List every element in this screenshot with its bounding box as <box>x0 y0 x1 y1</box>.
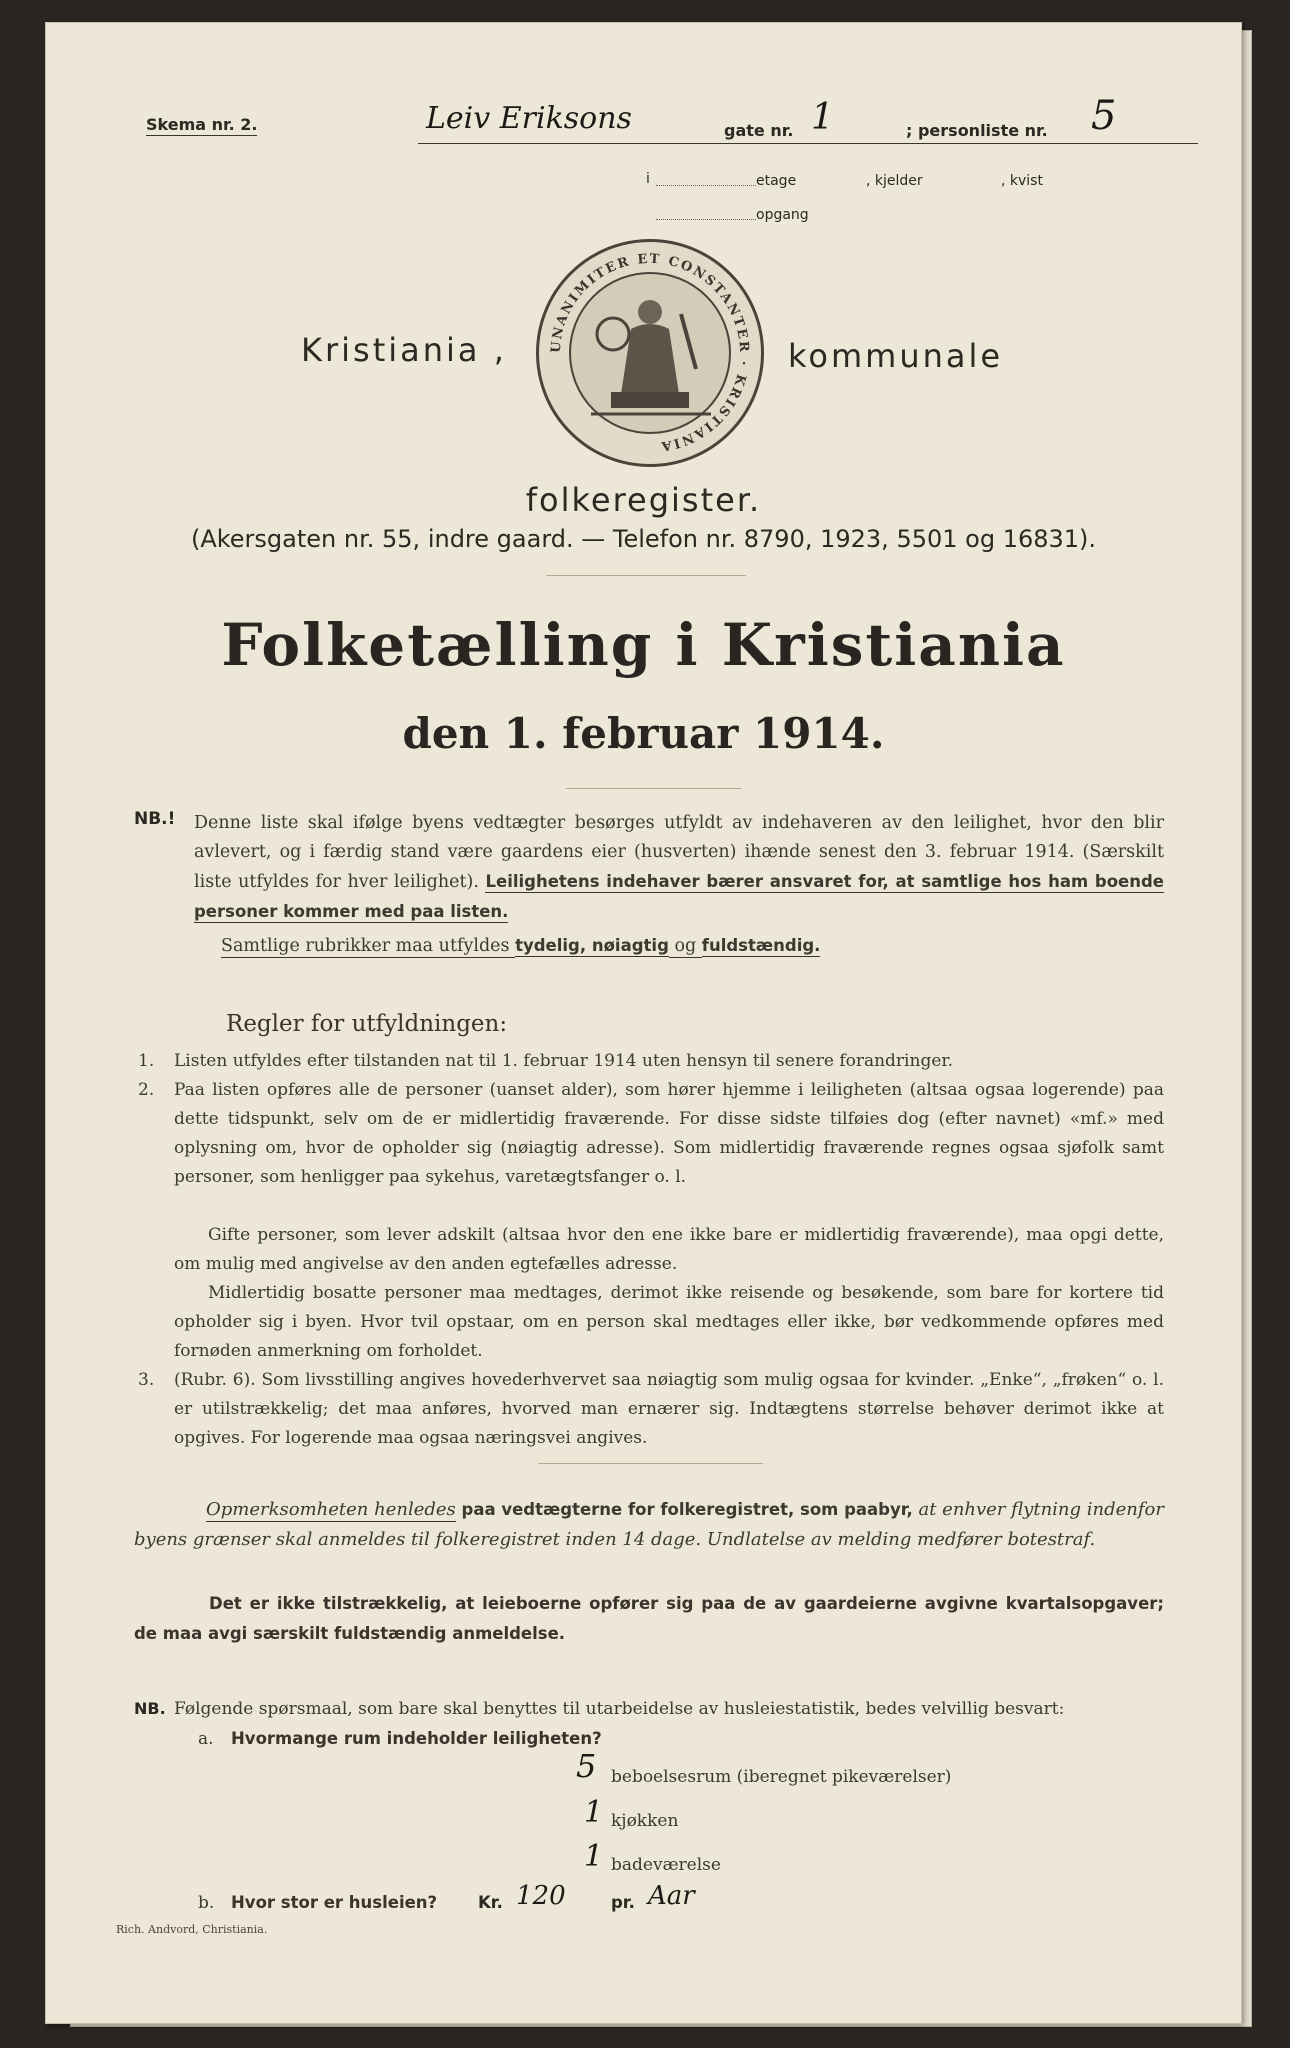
masthead-folkeregister: folkeregister. <box>525 481 762 519</box>
masthead-kommunale: kommunale <box>788 337 1004 375</box>
nb-bold-statement: Leilighetens indehaver bærer ansvaret for, at samtlige hos ham boende personer kommer med paa listen. <box>194 872 1164 921</box>
personliste-number-handwritten: 5 <box>1091 93 1117 139</box>
street-name-handwritten: Leiv Eriksons <box>426 101 632 136</box>
question-a-text: Hvormange rum indeholder leiligheten? <box>231 1729 602 1748</box>
rule-2-bosatte: Midlertidig bosatte personer maa medtages, derimot ikke reisende og besøkende, som bare for kortere tid opholder sig i byen. Hvor tvil opstaar, om en person skal medtages eller ikke, bør vedkommende opføres med fornøden anmerkning om forholdet. <box>174 1283 1164 1361</box>
separator <box>566 788 741 789</box>
gate-label: gate nr. <box>724 121 794 140</box>
etage-dotline <box>656 185 756 186</box>
rule-3-number: 3. <box>138 1370 155 1390</box>
nb-legibility-line: Samtlige rubrikker maa utfyldes tydelig, nøiagtig og fuldstændig. <box>221 936 821 956</box>
notice-lead: Opmerksomheten henledes <box>206 1499 456 1520</box>
notice-italic: at enhver flytning indenfor byens grænser skal anmeldes til folkeregistret inden 14 dage. Undlatelse av melding medfører botestraf. <box>134 1499 1164 1550</box>
printer-imprint: Rich. Andvord, Christiania. <box>116 1923 268 1936</box>
skema-label: Skema nr. 2. <box>146 115 258 134</box>
separator <box>546 575 746 576</box>
bath-value-handwritten: 1 <box>584 1839 604 1874</box>
rule-2-gifte: Gifte personer, som lever adskilt (altsaa hvor den ene ikke bare er midlertidig fraværende), maa opgi dette, om mulig med angivelse av den anden egtefælles adresse. <box>174 1225 1164 1274</box>
period-value-handwritten: Aar <box>648 1881 695 1911</box>
rule-2-number: 2. <box>138 1080 155 1100</box>
page-subtitle: den 1. februar 1914. <box>402 709 885 758</box>
masthead-address: (Akersgaten nr. 55, indre gaard. — Telefon nr. 8790, 1923, 5501 og 16831). <box>190 525 1097 553</box>
kitchen-label: kjøkken <box>611 1811 679 1831</box>
gate-number-handwritten: 1 <box>811 97 834 138</box>
bath-label: badeværelse <box>611 1855 721 1875</box>
etage-label: etage <box>756 173 797 189</box>
seal-figure-icon <box>569 272 731 434</box>
kvist-label: , kvist <box>1001 173 1043 189</box>
rule-3-text: (Rubr. 6). Som livsstilling angives hovederhvervet saa nøiagtig som mulig ogsaa for kvinder. „Enke“, „frøken“ o. l. er utilstrækkelig; det maa anføres, hvorved man ernærer sig. Indtægtens størrelse behøver derimot ikke at opgives. For logerende maa ogsaa næringsvei angives. <box>174 1370 1164 1448</box>
kr-label: Kr. <box>478 1893 503 1912</box>
rule-1-text: Listen utfyldes efter tilstanden nat til 1. februar 1914 uten hensyn til senere forandringer. <box>174 1051 954 1071</box>
pr-label: pr. <box>611 1893 635 1912</box>
census-form-page <box>45 22 1242 2024</box>
rule-2-text: Paa listen opføres alle de personer (uanset alder), som hører hjemme i leiligheten (altsaa ogsaa logerende) paa dette tidspunkt, selv om de er midlertidig fraværende. For disse sidste tilføies dog (efter navnet) «mf.» med oplysning om, hvor de opholder sig (nøiagtig adresse). Som midlertidig fraværende regnes ogsaa sjøfolk samt personer, som henligger paa sykehus, varetægtsfanger o. l. <box>174 1080 1164 1187</box>
notice-paragraph-2: Det er ikke tilstrækkelig, at leieboerne opfører sig paa de av gaardeierne avgivne kvartalsopgaver; de maa avgi særskilt fuldstændig anmeldelse. <box>134 1594 1164 1643</box>
opgang-label: opgang <box>756 207 809 223</box>
svg-text:UNANIMITER ET CONSTANTER · KRI: UNANIMITER ET CONSTANTER · KRISTIANIA <box>548 251 752 454</box>
nb2-label: NB. <box>134 1699 166 1718</box>
kjelder-label: , kjelder <box>866 173 923 189</box>
i-label: i <box>646 171 650 187</box>
city-seal-icon <box>536 239 764 467</box>
personliste-label: ; personliste nr. <box>906 121 1048 140</box>
question-b-text: Hvor stor er husleien? <box>231 1893 438 1912</box>
question-a-label: a. <box>198 1729 214 1749</box>
masthead-kristiania: Kristiania , <box>301 331 507 369</box>
question-b-label: b. <box>198 1893 215 1913</box>
rule-1-number: 1. <box>138 1051 155 1071</box>
nb2-intro: Følgende spørsmaal, som bare skal benyttes til utarbeidelse av husleiestatistik, bedes velvillig besvart: <box>174 1699 1065 1719</box>
opgang-dotline <box>656 219 756 220</box>
rooms-value-handwritten: 5 <box>576 1747 597 1785</box>
kitchen-value-handwritten: 1 <box>584 1795 604 1830</box>
rules-heading: Regler for utfyldningen: <box>226 1011 508 1037</box>
rent-value-handwritten: 120 <box>516 1881 566 1911</box>
nb-paragraph: Denne liste skal ifølge byens vedtægter besørges utfyldt av indehaveren av den leilighet, hvor den blir avlevert, og i færdig stand være gaardens eier (husverten) ihænde senest den 3. februar 1914. (Særskilt liste utfyldes for hver leilighet). Leilighetens indehaver bærer ansvaret for, at samtlige hos ham boende personer kommer med paa listen. <box>194 813 1164 921</box>
separator <box>538 1463 763 1464</box>
page-title: Folketælling i Kristiania <box>221 611 1066 679</box>
nb-label: NB.! <box>134 809 176 829</box>
header-underline <box>418 143 1198 144</box>
notice-paragraph: Opmerksomheten henledes paa vedtægterne for folkeregistret, som paabyr, at enhver flytning indenfor byens grænser skal anmeldes til folkeregistret inden 14 dage. Undlatelse av melding medfører botestraf. <box>134 1499 1164 1550</box>
rooms-label: beboelsesrum (iberegnet pikeværelser) <box>611 1767 952 1787</box>
